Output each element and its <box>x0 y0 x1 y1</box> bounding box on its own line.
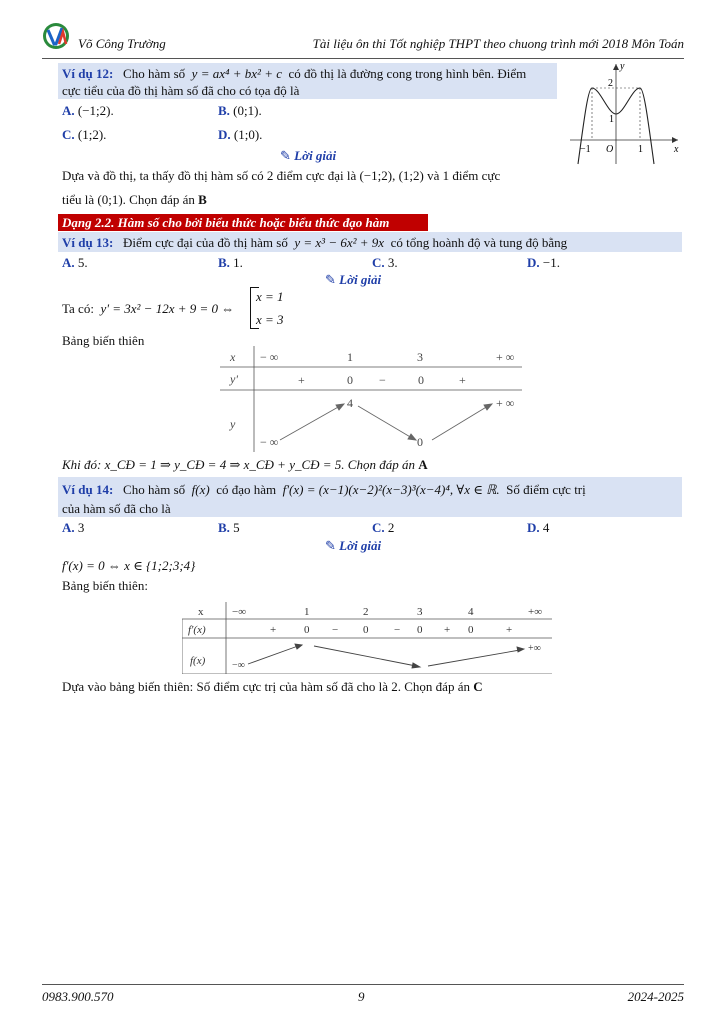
bbt14-sign-6: + <box>444 624 451 636</box>
ex14-answer: C <box>473 679 483 694</box>
arrow-head-icon <box>412 663 420 668</box>
ex13-variation-table <box>220 346 522 452</box>
arrow-head-icon <box>295 644 302 649</box>
bbt14-sign-3: 0 <box>363 624 369 636</box>
bbt14-sign-8: + <box>506 624 513 636</box>
arrow-head-icon <box>408 434 416 440</box>
bbt13-x-1: 1 <box>347 350 353 364</box>
bbt13-x-0: − ∞ <box>260 350 279 364</box>
page-footer <box>42 984 684 1004</box>
bbt13-sign-4: + <box>459 373 466 387</box>
example-13-line1: Ví dụ 13: Điểm cực đại của đồ thị hàm số y = x³ − 6x² + 9x có tổng hoành độ và tung độ bằng <box>62 235 568 250</box>
example-12-label: Ví dụ 12: <box>62 66 114 81</box>
bbt14-x-5: +∞ <box>528 606 543 618</box>
ex13-option-d: D. −1. <box>527 255 560 270</box>
footer-year: 2024-2025 <box>627 989 684 1004</box>
ex13-option-a: A. 5. <box>62 255 88 270</box>
bbt14-arrow-down <box>314 646 416 666</box>
ex12-option-d: D. (1;0). <box>218 127 263 142</box>
bbt13-y-start: − ∞ <box>260 435 279 449</box>
bbt14-fp-label: f'(x) <box>188 624 206 636</box>
footer-page-number: 9 <box>358 989 365 1004</box>
bbt13-x-2: 3 <box>417 350 423 364</box>
arrow-head-icon <box>517 647 524 652</box>
bbt14-sign-4: − <box>394 624 401 636</box>
bbt14-x-4: 4 <box>468 606 474 618</box>
arrow-head-icon <box>336 404 344 410</box>
ex14-option-a: A. 3 <box>62 520 85 535</box>
graph-label-1: 1 <box>609 114 614 125</box>
bbt13-sign-0: + <box>298 373 305 387</box>
arrow-head-icon <box>484 404 492 410</box>
graph-label-2: 2 <box>608 78 613 89</box>
header-author: Võ Công Trường <box>78 36 166 51</box>
bbt14-x-0: −∞ <box>232 606 247 618</box>
bbt13-x-label: x <box>230 350 236 364</box>
ex13-option-c: C. 3. <box>372 255 398 270</box>
example-14-line2: của hàm số đã cho là <box>62 501 171 516</box>
ex13-solution-title: ✎ Lời giải <box>325 272 382 287</box>
pencil-icon: ✎ <box>325 538 336 553</box>
example-12-pre: Cho hàm số <box>123 66 186 81</box>
bbt13-arrow-up-2 <box>432 406 488 440</box>
ex14-option-c: C. 2 <box>372 520 395 535</box>
logo-icon <box>42 22 70 50</box>
ex12-solution-line2: tiểu là (0;1). Chọn đáp án B <box>62 192 207 207</box>
page-header <box>42 22 684 59</box>
bbt14-sign-2: − <box>332 624 339 636</box>
y-axis-arrow-icon <box>613 64 619 70</box>
ex13-conclusion: Khi đó: x_CĐ = 1 ⇒ y_CĐ = 4 ⇒ x_CĐ + y_CĐ = 5. Chọn đáp án A <box>62 457 428 472</box>
example-12-formula: y = ax⁴ + bx² + c <box>191 66 282 81</box>
section-title: Dạng 2.2. Hàm số cho bởi biểu thức hoặc biểu thức đạo hàm <box>58 214 428 231</box>
ex14-option-b: B. 5 <box>218 520 240 535</box>
ex14-bbt-label: Bảng biến thiên: <box>62 578 148 593</box>
ex12-solution-line1: Dựa và đồ thị, ta thấy đồ thị hàm số có 2 điểm cực đại là (−1;2), (1;2) và 1 điểm cực <box>62 168 501 183</box>
pencil-icon: ✎ <box>280 148 291 163</box>
bbt13-arrow-up-1 <box>280 406 340 440</box>
bbt13-arrow-down <box>358 406 412 438</box>
ex14-option-d: D. 4 <box>527 520 550 535</box>
bbt14-sign-0: + <box>270 624 277 636</box>
bbt14-sign-7: 0 <box>468 624 474 636</box>
ex12-option-a: A. (−1;2). <box>62 103 114 118</box>
bbt13-y-label: y <box>230 417 236 431</box>
ex13-option-b: B. 1. <box>218 255 243 270</box>
example-14-formula: f'(x) = (x−1)(x−2)²(x−3)³(x−4)⁴, ∀x ∈ ℝ. <box>282 482 500 497</box>
ex13-bbt-label: Bảng biến thiên <box>62 333 145 348</box>
bbt13-y-max: 4 <box>347 396 353 410</box>
ex13-answer: A <box>418 457 428 472</box>
bbt13-yp-label: y' <box>230 372 238 386</box>
bbt14-f-start: −∞ <box>232 660 245 671</box>
bbt14-arrow-up-1 <box>248 646 298 664</box>
bbt14-x-1: 1 <box>304 606 310 618</box>
ex14-solution-title: ✎ Lời giải <box>325 538 382 553</box>
x-axis-arrow-icon <box>672 137 678 143</box>
bbt14-sign-1: 0 <box>304 624 310 636</box>
footer-phone: 0983.900.570 <box>42 989 114 1004</box>
bbt14-x-3: 3 <box>417 606 423 618</box>
bbt13-x-3: + ∞ <box>496 350 515 364</box>
bbt13-y-min: 0 <box>417 435 423 449</box>
graph-label-origin: O <box>606 144 614 155</box>
ex12-quartic-graph <box>566 60 684 168</box>
ex13-derivative: Ta có: y' = 3x² − 12x + 9 = 0 ⇔ <box>62 301 235 316</box>
graph-x-label: x <box>674 144 679 155</box>
example-13-formula: y = x³ − 6x² + 9x <box>294 235 385 250</box>
ex13-root2: x = 3 <box>256 312 284 327</box>
example-13-label: Ví dụ 13: <box>62 235 114 250</box>
ex14-conclusion: Dựa vào bảng biến thiên: Số điểm cực trị của hàm số đã cho là 2. Chọn đáp án C <box>62 679 483 694</box>
example-14-line1: Ví dụ 14: Cho hàm số f(x) có đạo hàm f'(x) = (x−1)(x−2)²(x−3)³(x−4)⁴, ∀x ∈ ℝ. Số điểm cực trị <box>62 482 586 497</box>
graph-y-label: y <box>620 61 625 72</box>
example-12-line1 <box>62 66 526 82</box>
bbt13-sign-1: 0 <box>347 373 353 387</box>
bbt14-x-label: x <box>198 606 204 618</box>
bbt13-sign-2: − <box>379 373 386 387</box>
ex12-solution-title: ✎ Lời giải <box>280 148 337 163</box>
ex14-roots: f'(x) = 0 ⇔ x ∈ {1;2;3;4} <box>62 558 196 573</box>
bbt13-sign-3: 0 <box>418 373 424 387</box>
pencil-icon: ✎ <box>325 272 336 287</box>
graph-label-x1: 1 <box>638 144 643 155</box>
bbt14-f-end: +∞ <box>528 643 541 654</box>
ex12-option-c: C. (1;2). <box>62 127 107 142</box>
header-title: Tài liệu ôn thi Tốt nghiệp THPT theo chuong trình mới 2018 Môn Toán <box>312 36 684 51</box>
bbt14-arrow-up-2 <box>428 650 520 666</box>
graph-label-m1: −1 <box>580 144 591 155</box>
ex12-answer: B <box>198 192 207 207</box>
bbt14-sign-5: 0 <box>417 624 423 636</box>
bbt14-f-label: f(x) <box>190 655 206 667</box>
example-12-line2: cực tiểu của đồ thị hàm số đã cho có tọa độ là <box>62 83 300 98</box>
example-14-label: Ví dụ 14: <box>62 482 114 497</box>
ex13-root1: x = 1 <box>256 289 284 304</box>
ex14-variation-table <box>182 602 552 674</box>
example-12-post: có đồ thị là đường cong trong hình bên. Điểm <box>288 66 527 81</box>
bbt13-y-end: + ∞ <box>496 396 515 410</box>
bbt14-x-2: 2 <box>363 606 369 618</box>
ex12-option-b: B. (0;1). <box>218 103 262 118</box>
